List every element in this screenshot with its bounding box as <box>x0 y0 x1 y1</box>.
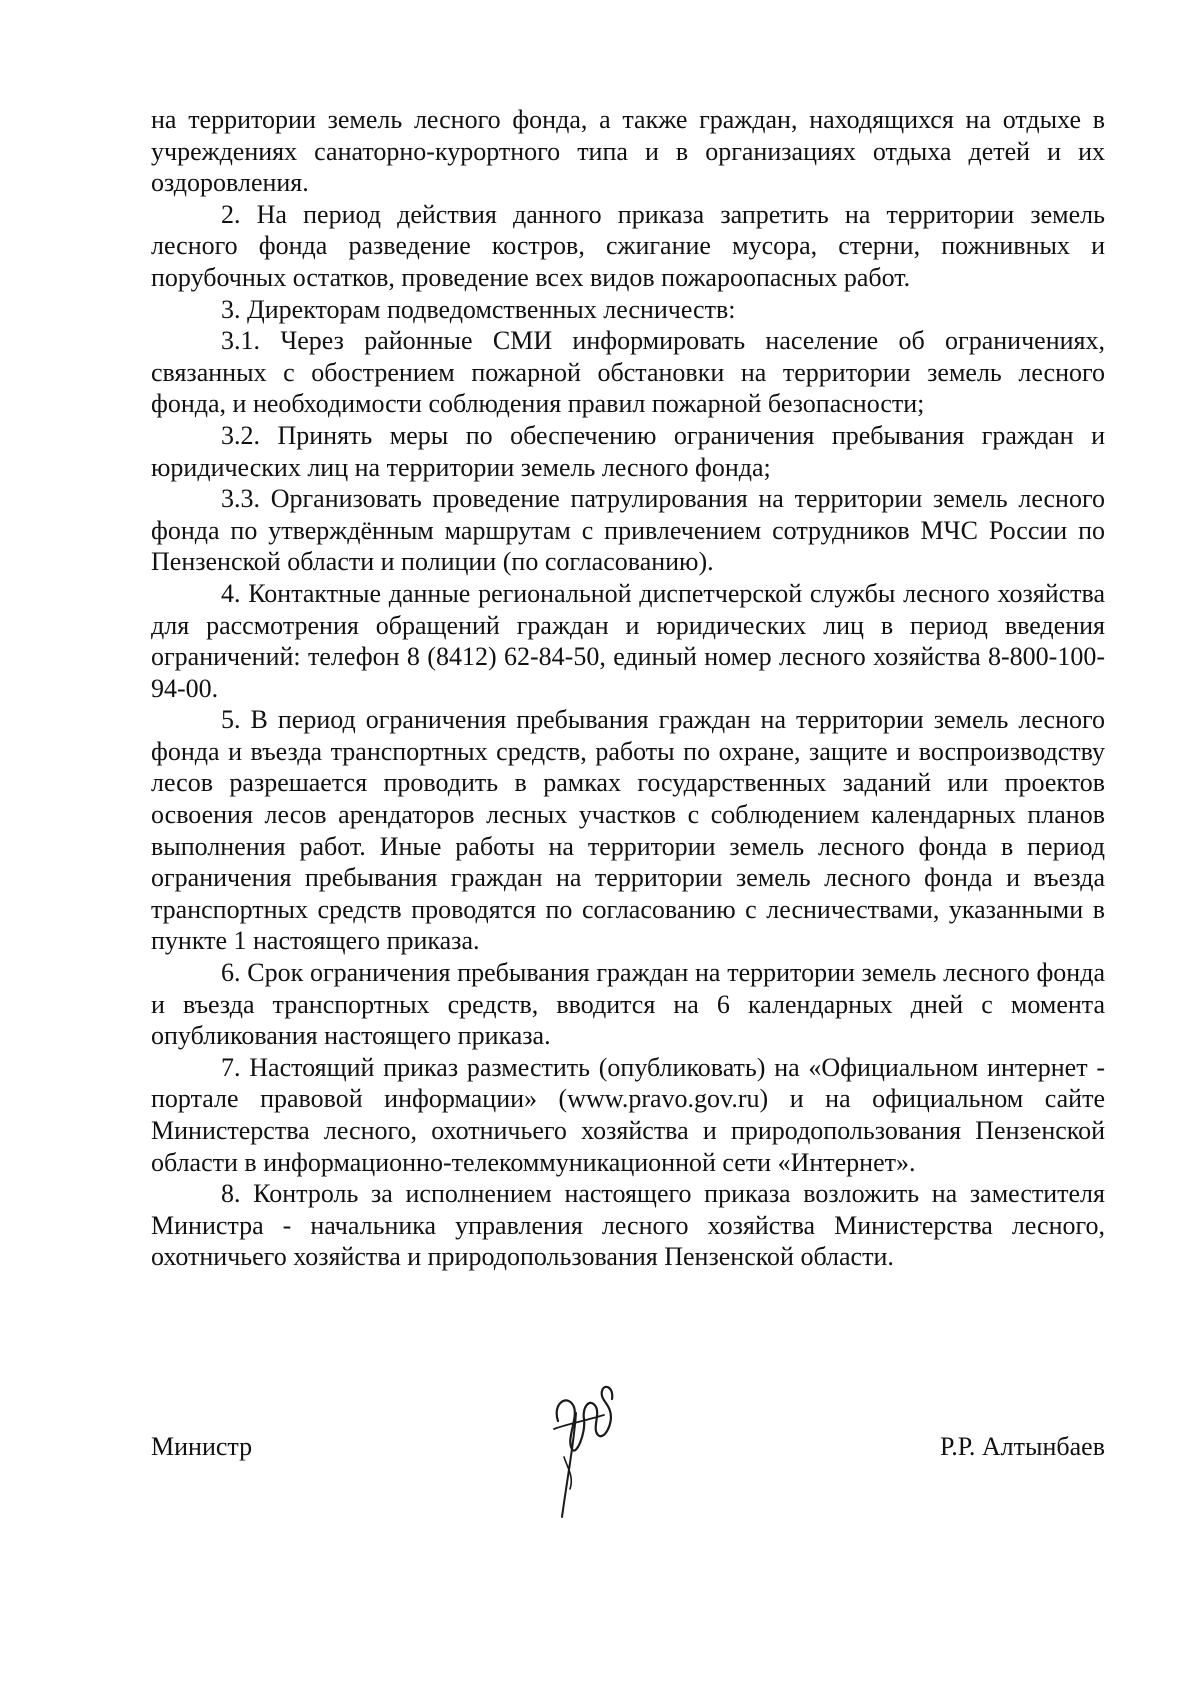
paragraph: 6. Срок ограничения пребывания граждан на территории земель лесного фонда и въезда транспортных средств, вводится на 6 календарных дней с момента опубликования настоящего приказа. <box>151 958 1105 1051</box>
paragraph: на территории земель лесного фонда, а также граждан, находящихся на отдыхе в учреждениях санаторно-курортного типа и в организациях отдыха детей и их оздоровления. <box>151 105 1105 198</box>
signature-block <box>151 1432 1105 1472</box>
paragraph: 3. Директорам подведомственных лесничеств: <box>221 294 736 324</box>
document-body <box>151 104 1105 1273</box>
paragraph: 4. Контактные данные региональной диспетчерской службы лесного хозяйства для рассмотрения обращений граждан и юридических лиц в период введения ограничений: телефон 8 (8412) 62-84-50, единый номер лесного хозяйства 8-800-100-94-00. <box>151 578 1105 703</box>
paragraph: 2. На период действия данного приказа запретить на территории земель лесного фонда разведение костров, сжигание мусора, стерни, пожнивных и порубочных остатков, проведение всех видов пожароопасных работ. <box>151 199 1105 292</box>
signer-title: Министр <box>151 1432 253 1461</box>
paragraph: 5. В период ограничения пребывания граждан на территории земель лесного фонда и въезда транспортных средств, работы по охране, защите и воспроизводству лесов разрешается проводить в рамках государственных заданий или проектов освоения лесов арендаторов лесных участков с соблюдением календарных планов выполнения работ. Иные работы на территории земель лесного фонда в период ограничения пребывания граждан на территории земель лесного фонда и въезда транспортных средств проводятся по согласованию с лесничествами, указанными в пункте 1 настоящего приказа. <box>151 705 1105 956</box>
paragraph: 3.2. Принять меры по обеспечению ограничения пребывания граждан и юридических лиц на территории земель лесного фонда; <box>151 420 1105 482</box>
paragraph: 3.3. Организовать проведение патрулирования на территории земель лесного фонда по утверждённым маршрутам с привлечением сотрудников МЧС России по Пензенской области и полиции (по согласованию). <box>151 484 1105 577</box>
paragraph: 8. Контроль за исполнением настоящего приказа возложить на заместителя Министра - начальника управления лесного хозяйства Министерства лесного, охотничьего хозяйства и природопользования Пензенской области. <box>151 1179 1105 1272</box>
paragraph: 3.1. Через районные СМИ информировать население об ограничениях, связанных с обострением пожарной обстановки на территории земель лесного фонда, и необходимости соблюдения правил пожарной безопасности; <box>151 326 1105 419</box>
signer-name: Р.Р. Алтынбаев <box>939 1432 1105 1461</box>
paragraph: 7. Настоящий приказ разместить (опубликовать) на «Официальном интернет - портале правовой информации» (www.pravo.gov.ru) и на официальном сайте Министерства лесного, охотничьего хозяйства и природопользования Пензенской области в информационно-телекоммуникационной сети «Интернет». <box>151 1052 1105 1177</box>
